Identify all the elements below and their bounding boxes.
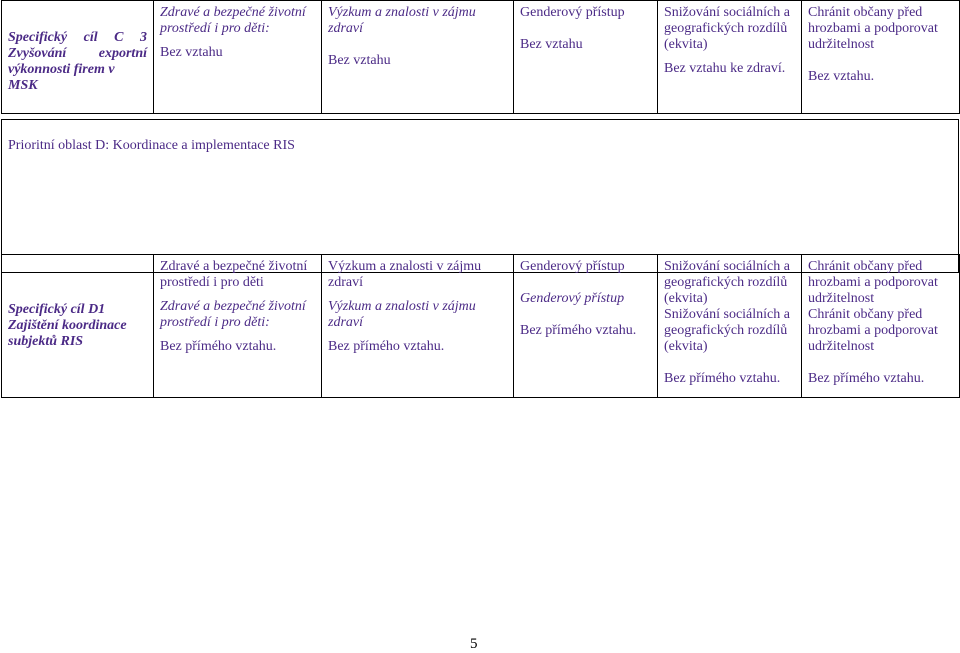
cell-title: Snižování sociálních a geografických rozdílů (ekvita) (664, 5, 790, 52)
cell-title: Zdravé a bezpečné životní prostředí i pro děti (160, 259, 308, 290)
cell-value: Bez vztahu (160, 45, 223, 60)
priority-area-table (1, 119, 959, 273)
table-row (2, 1, 960, 114)
priority-cell (2, 120, 959, 273)
cell-value: Bez vztahu (520, 37, 583, 52)
goal-title-line: výkonnosti firem v MSK (8, 62, 115, 93)
cell-title-repeat: Snižování sociálních a geografických rozdílů (ekvita) (664, 307, 790, 354)
cell-value: Bez vztahu. (808, 69, 875, 84)
cell-value: Bez přímého vztahu. (520, 323, 637, 338)
table-row (2, 255, 960, 398)
cell-value: Bez přímého vztahu. (328, 339, 445, 354)
gender-cell (514, 255, 658, 398)
page-number: 5 (470, 636, 478, 652)
cell-title: Výzkum a znalosti v zájmu zdraví (328, 259, 482, 290)
cell-title: Chránit občany před hrozbami a podporovat udržitelnost (808, 5, 938, 52)
goal-c3-table (1, 0, 960, 114)
gender-cell (514, 1, 658, 114)
cell-title: Snižování sociálních a geografických rozdílů (ekvita) (664, 259, 790, 306)
equity-cell (658, 1, 802, 114)
cell-title: Výzkum a znalosti v zájmu zdraví (328, 5, 476, 36)
goal-title-line: Specifický cíl C 3 (8, 30, 147, 45)
cell-value: Bez přímého vztahu. (160, 339, 277, 354)
goal-d1-table (1, 254, 960, 398)
cell-value: Bez vztahu ke zdraví. (664, 61, 786, 76)
cell-value: Bez přímého vztahu. (808, 371, 925, 386)
cell-title-repeat: Zdravé a bezpečné životní prostředí i pro děti: (160, 299, 306, 330)
cell-value: Bez přímého vztahu. (664, 371, 781, 386)
protect-cell (802, 1, 960, 114)
cell-title: Genderový přístup (520, 5, 625, 20)
cell-title-repeat: Chránit občany před hrozbami a podporovat udržitelnost (808, 307, 938, 354)
research-cell (322, 255, 514, 398)
goal-title-line: Zvyšování exportní (8, 46, 147, 61)
goal-title-line: Zajištění koordinace subjektů RIS (8, 318, 127, 349)
cell-title-repeat: Výzkum a znalosti v zájmu zdraví (328, 299, 476, 330)
goal-cell (2, 1, 154, 114)
cell-value: Bez vztahu (328, 53, 391, 68)
health-env-cell (154, 1, 322, 114)
cell-title-repeat: Genderový přístup (520, 291, 625, 306)
cell-title: Chránit občany před hrozbami a podporovat udržitelnost (808, 259, 938, 306)
goal-title-line: Specifický cíl D1 (8, 302, 106, 317)
cell-title: Genderový přístup (520, 259, 625, 274)
table-row (2, 120, 959, 273)
priority-heading: Prioritní oblast D: Koordinace a implementace RIS (8, 138, 295, 153)
health-env-cell (154, 255, 322, 398)
goal-cell (2, 255, 154, 398)
equity-cell (658, 255, 802, 398)
cell-title: Zdravé a bezpečné životní prostředí i pro děti: (160, 5, 306, 36)
research-cell (322, 1, 514, 114)
protect-cell (802, 255, 960, 398)
